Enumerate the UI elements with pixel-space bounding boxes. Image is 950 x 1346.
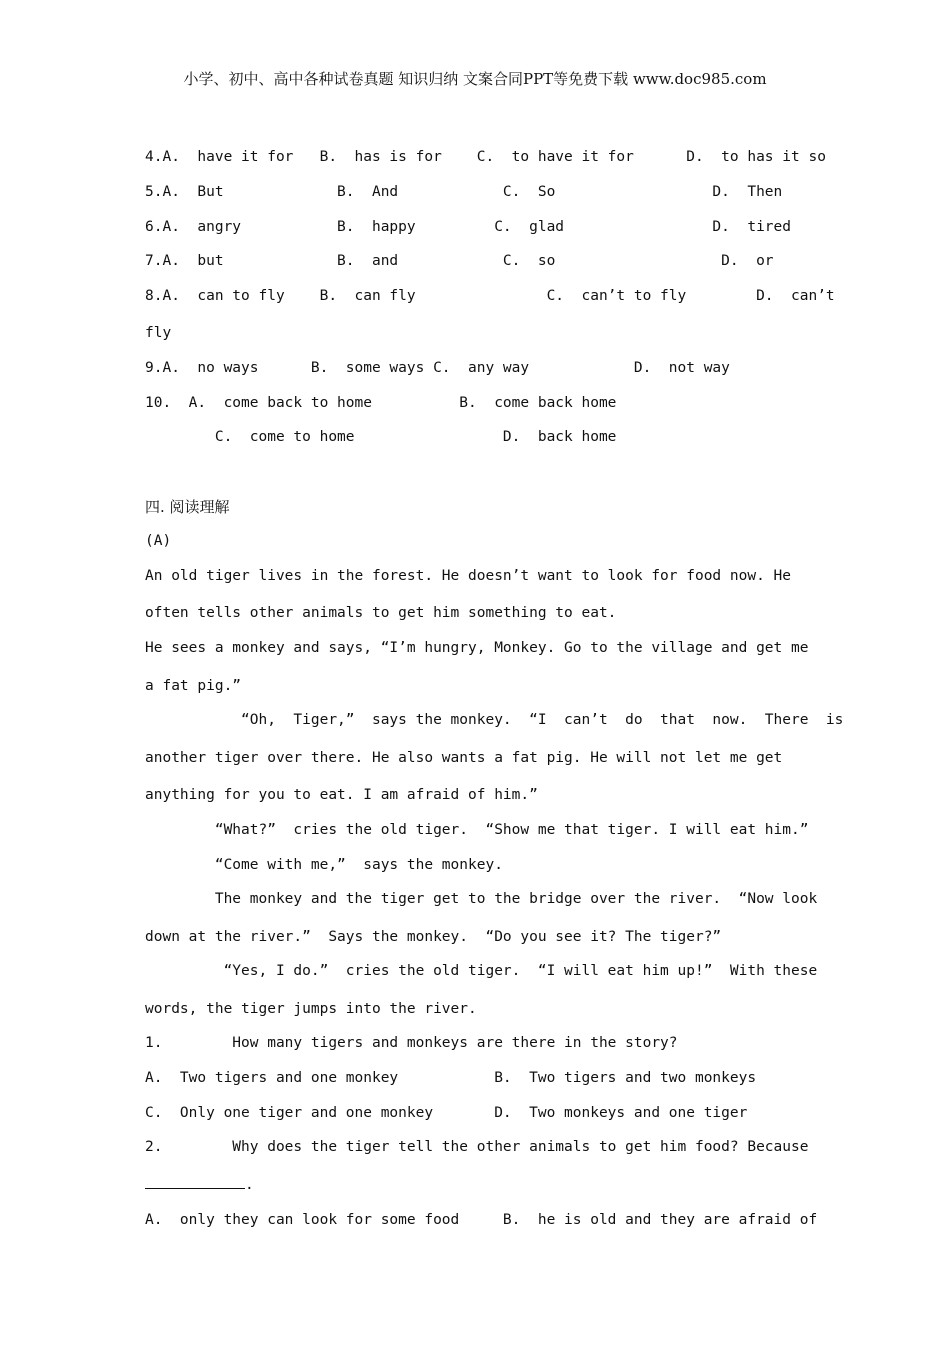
passage-line: down at the river.” Says the monkey. “Do you see it? The tiger?” bbox=[145, 929, 722, 945]
passage-line: another tiger over there. He also wants a fat pig. He will not let me get bbox=[145, 750, 783, 766]
passage-line: He sees a monkey and says, “I’m hungry, Monkey. Go to the village and get me bbox=[145, 640, 809, 656]
answer-blank-line bbox=[145, 1175, 254, 1195]
question-10-options-ab: 10. A. come back to home B. come back home bbox=[145, 395, 617, 411]
passage-line: The monkey and the tiger get to the bridge over the river. “Now look bbox=[145, 891, 818, 907]
passage-line: words, the tiger jumps into the river. bbox=[145, 1001, 477, 1017]
reading-question-1: 1. How many tigers and monkeys are there in the story? bbox=[145, 1035, 678, 1051]
reading-question-2-options-ab: A. only they can look for some food B. he is old and they are afraid of bbox=[145, 1212, 818, 1228]
passage-line: often tells other animals to get him something to eat. bbox=[145, 605, 617, 621]
question-9-options: 9.A. no ways B. some ways C. any way D. not way bbox=[145, 360, 730, 376]
reading-question-2: 2. Why does the tiger tell the other animals to get him food? Because bbox=[145, 1139, 809, 1155]
question-4-options: 4.A. have it for B. has is for C. to have it for D. to has it so bbox=[145, 149, 826, 165]
question-8-options-cont: fly bbox=[145, 325, 172, 341]
passage-label: (A) bbox=[145, 533, 172, 549]
page-header: 小学、初中、高中各种试卷真题 知识归纳 文案合同PPT等免费下载 www.doc985.com bbox=[183, 70, 767, 88]
passage-line: a fat pig.” bbox=[145, 678, 242, 694]
question-5-options: 5.A. But B. And C. So D. Then bbox=[145, 184, 783, 200]
answer-blank bbox=[145, 1176, 245, 1189]
passage-line: “Oh, Tiger,” says the monkey. “I can’t do that now. There is bbox=[145, 712, 844, 728]
passage-line: “Come with me,” says the monkey. bbox=[145, 857, 503, 873]
question-8-options: 8.A. can to fly B. can fly C. can’t to fly D. can’t bbox=[145, 288, 835, 304]
question-6-options: 6.A. angry B. happy C. glad D. tired bbox=[145, 219, 792, 235]
passage-line: An old tiger lives in the forest. He doesn’t want to look for food now. He bbox=[145, 568, 792, 584]
blank-period: . bbox=[245, 1177, 254, 1193]
section-title: 四. 阅读理解 bbox=[145, 498, 230, 516]
reading-question-1-options-cd: C. Only one tiger and one monkey D. Two monkeys and one tiger bbox=[145, 1105, 748, 1121]
question-10-options-cd: C. come to home D. back home bbox=[145, 429, 617, 445]
reading-question-1-options-ab: A. Two tigers and one monkey B. Two tigers and two monkeys bbox=[145, 1070, 757, 1086]
passage-line: “What?” cries the old tiger. “Show me that tiger. I will eat him.” bbox=[145, 822, 809, 838]
passage-line: “Yes, I do.” cries the old tiger. “I will eat him up!” With these bbox=[145, 963, 818, 979]
passage-line: anything for you to eat. I am afraid of him.” bbox=[145, 787, 538, 803]
question-7-options: 7.A. but B. and C. so D. or bbox=[145, 253, 774, 269]
